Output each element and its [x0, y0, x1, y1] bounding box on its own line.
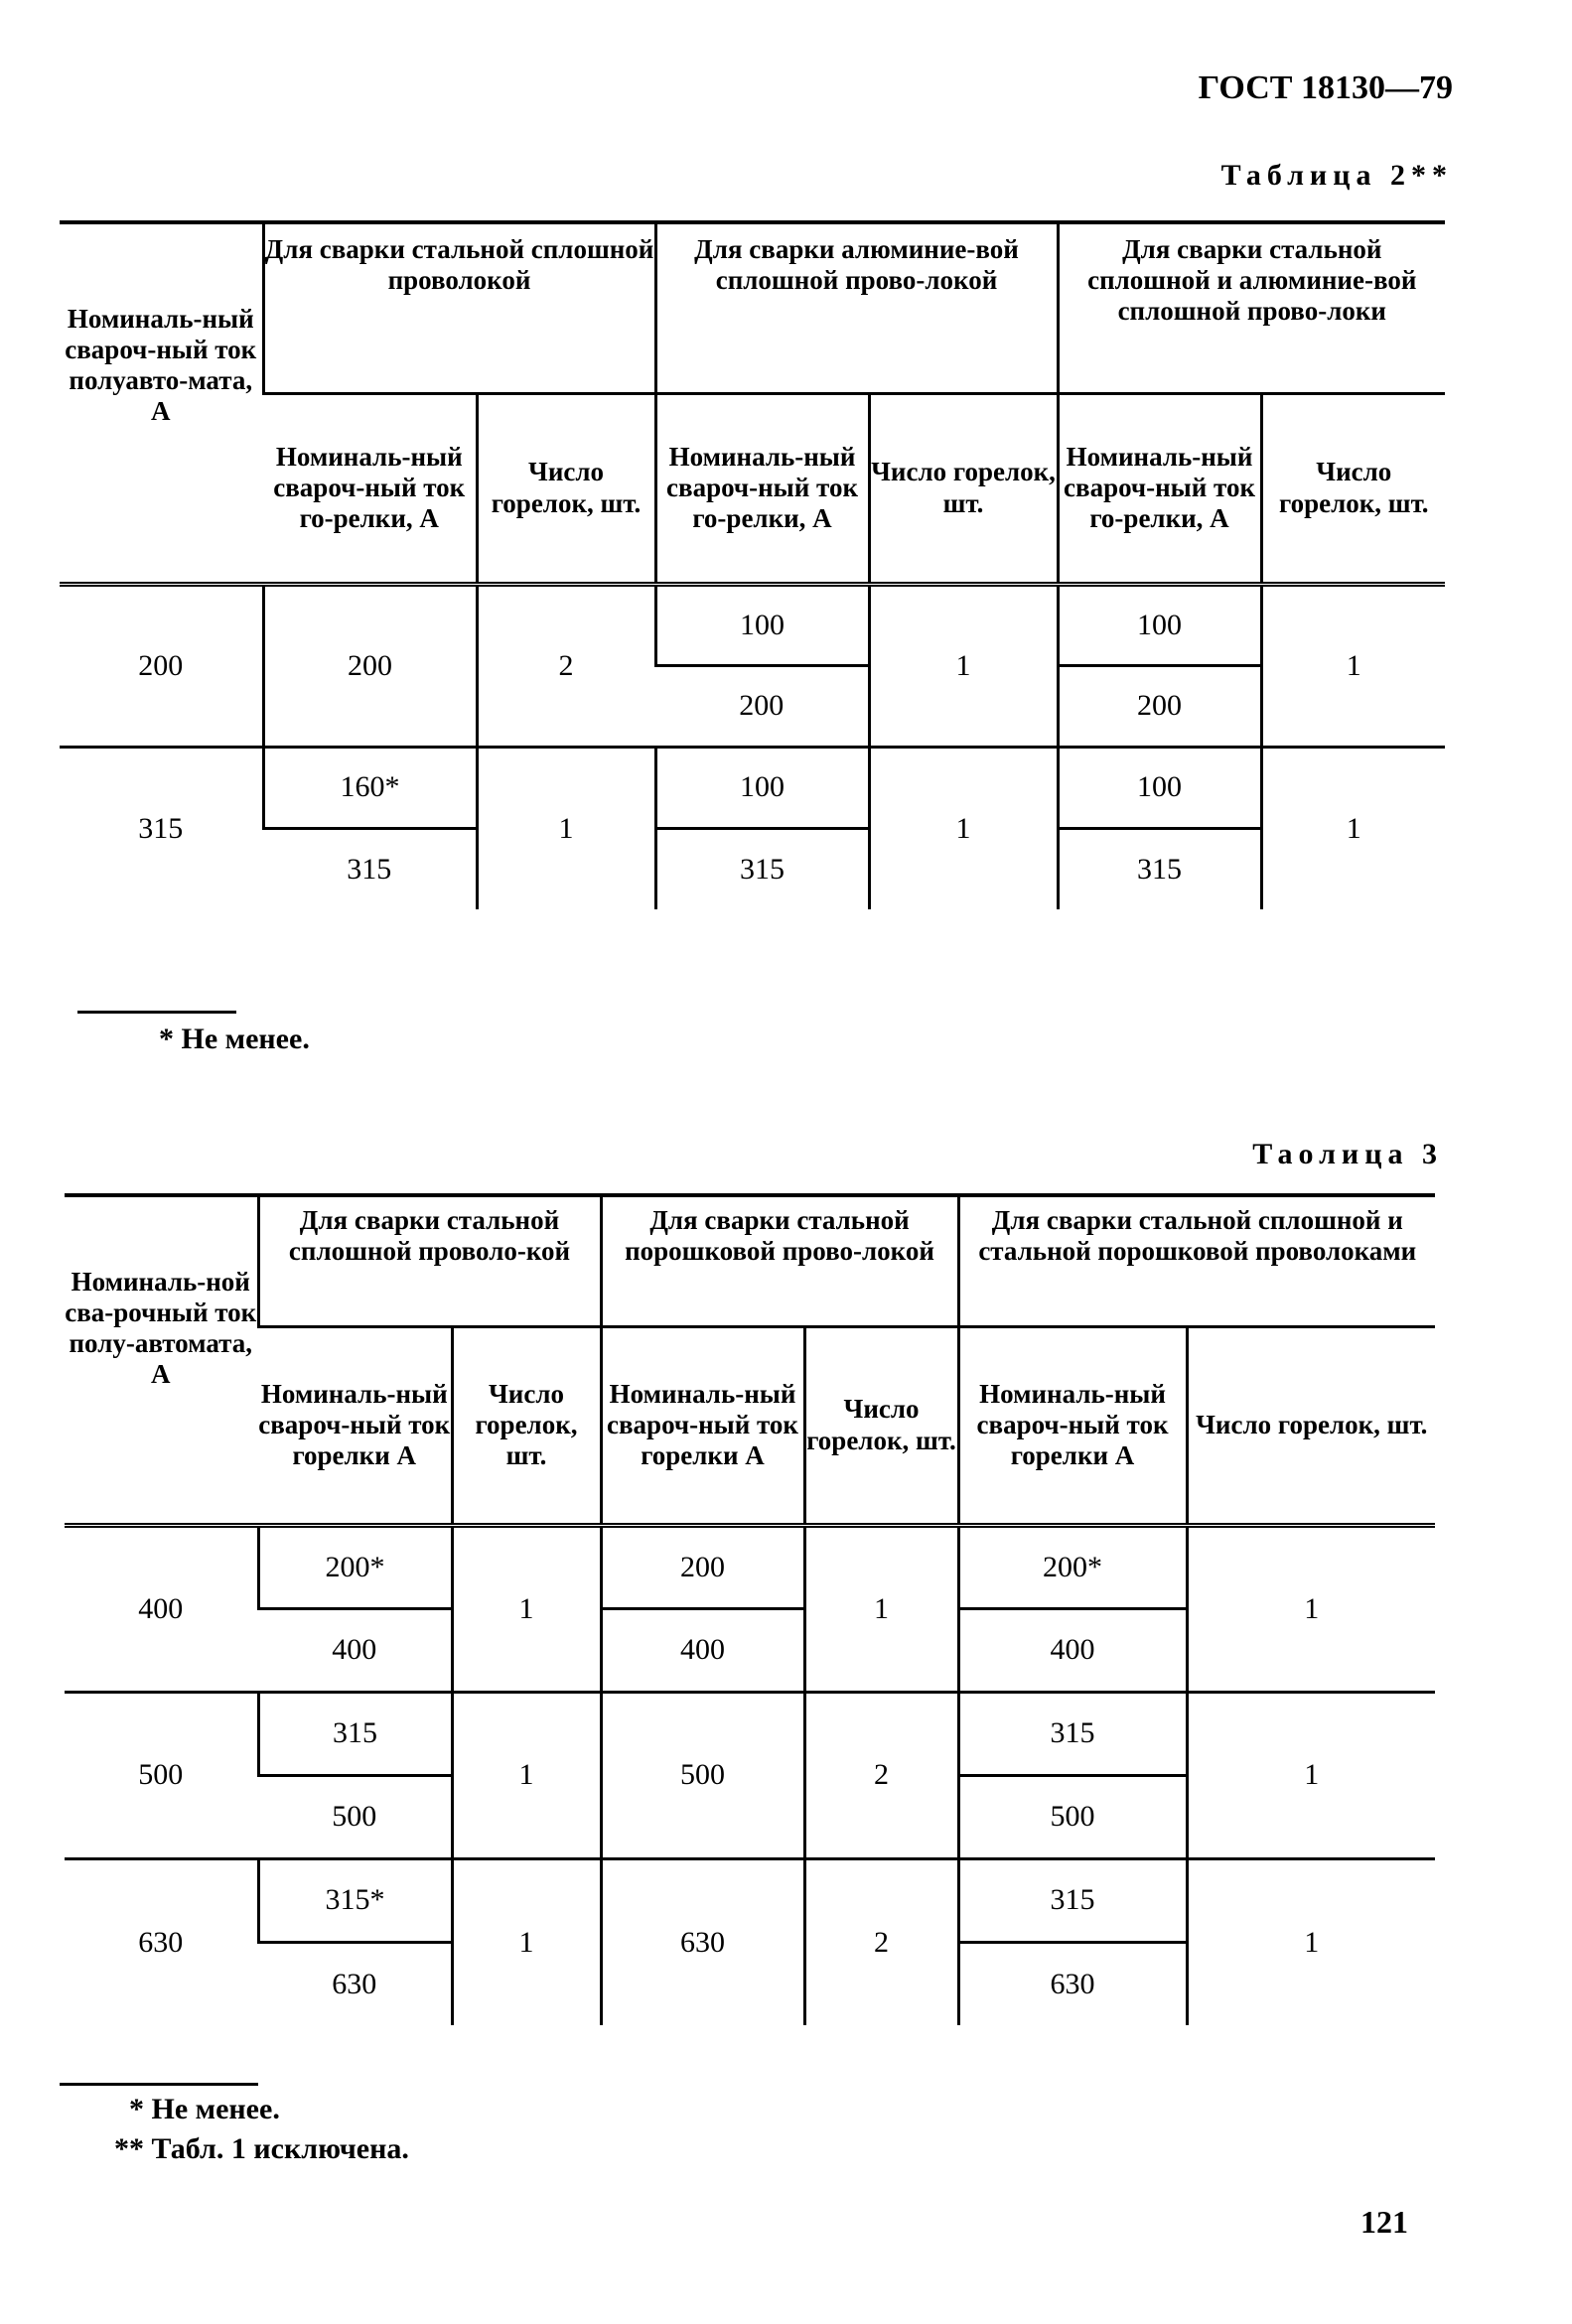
- table3-subheader-count: Число горелок, шт.: [804, 1326, 958, 1525]
- table3-subheader-current: Номиналь-ный свароч-ный ток горелки А: [258, 1326, 452, 1525]
- table3-cell-current-min: 315: [958, 1858, 1187, 1942]
- table2-cell-current-min: 100: [1058, 747, 1261, 828]
- table2-cell-count: 1: [869, 584, 1058, 747]
- table2-cell-current-min: 100: [655, 747, 869, 828]
- table2-cell-count: 1: [1261, 747, 1445, 909]
- table3-cell-current-min: 200*: [958, 1525, 1187, 1608]
- table2-group-header: Для сварки стальной сплошной и алюминие-вой сплошной прово-локи: [1058, 222, 1445, 393]
- table3-cell-current: 630: [601, 1858, 804, 2025]
- table3-cell-count: 1: [1187, 1858, 1435, 2025]
- table3-col-main-header: Номиналь-ной сва-рочный ток полу-автомата, А: [65, 1195, 258, 1525]
- table2-subheader-current: Номиналь-ный свароч-ный ток го-релки, А: [263, 393, 477, 584]
- table2-footnote: * Не менее.: [159, 1023, 310, 1055]
- table2-cell-current: 200: [263, 584, 477, 747]
- table2-cell-count: 1: [869, 747, 1058, 909]
- table3-cell-current-max: 630: [258, 1942, 452, 2025]
- table2-group-header: Для сварки стальной сплошной проволокой: [263, 222, 655, 393]
- table3-footnote: ** Табл. 1 исключена.: [114, 2132, 409, 2165]
- table3-caption: Таолица 3: [1252, 1138, 1443, 1170]
- table2-subheader-current: Номиналь-ный свароч-ный ток го-релки, А: [655, 393, 869, 584]
- table3-cell-count: 2: [804, 1692, 958, 1858]
- table3-cell-count: 1: [1187, 1692, 1435, 1858]
- table3-cell-current-max: 500: [258, 1775, 452, 1858]
- table2-cell-current-max: 200: [655, 665, 869, 747]
- table2-cell-main: 315: [60, 747, 263, 909]
- table2-cell-current-min: 160*: [263, 747, 477, 828]
- table3-cell-main: 400: [65, 1525, 258, 1692]
- table3-cell-current: 500: [601, 1692, 804, 1858]
- table2-subheader-count: Число горелок, шт.: [869, 393, 1058, 584]
- table3-cell-count: 1: [804, 1525, 958, 1692]
- table3-cell-current-min: 200*: [258, 1525, 452, 1608]
- table2-group-header: Для сварки алюминие-вой сплошной прово-локой: [655, 222, 1058, 393]
- table2-cell-current-max: 200: [1058, 665, 1261, 747]
- table2-cell-count: 1: [1261, 584, 1445, 747]
- table3-cell-count: 1: [1187, 1525, 1435, 1692]
- table3-cell-current-max: 400: [958, 1608, 1187, 1692]
- table2-cell-main: 200: [60, 584, 263, 747]
- table3-cell-main: 500: [65, 1692, 258, 1858]
- table3-cell-current-max: 400: [601, 1608, 804, 1692]
- table2-subheader-current: Номиналь-ный свароч-ный ток го-релки, А: [1058, 393, 1261, 584]
- table3-group-header: Для сварки стальной сплошной проволо-кой: [258, 1195, 601, 1326]
- table3-group-header: Для сварки стальной сплошной и стальной порошковой проволоками: [958, 1195, 1435, 1326]
- table2-cell-current-min: 100: [655, 584, 869, 665]
- table3-subheader-current: Номиналь-ный свароч-ный ток горелки А: [958, 1326, 1187, 1525]
- table2-cell-current-max: 315: [263, 828, 477, 909]
- table3: [65, 1193, 1435, 2025]
- table3-cell-count: 1: [452, 1692, 601, 1858]
- table3-subheader-count: Число горелок, шт.: [1187, 1326, 1435, 1525]
- table3-cell-current-min: 315: [958, 1692, 1187, 1775]
- table3-cell-count: 1: [452, 1525, 601, 1692]
- footnote-divider: [77, 1011, 236, 1014]
- table2-subheader-count: Число горелок, шт.: [477, 393, 655, 584]
- table2-cell-current-max: 315: [655, 828, 869, 909]
- table2: [60, 220, 1445, 909]
- table3-cell-current-min: 315*: [258, 1858, 452, 1942]
- table3-cell-current-min: 200: [601, 1525, 804, 1608]
- table2-col-main-header: Номиналь-ный свароч-ный ток полуавто-мата, А: [60, 222, 263, 584]
- table3-cell-current-max: 630: [958, 1942, 1187, 2025]
- table2-cell-current-min: 100: [1058, 584, 1261, 665]
- footnote-divider: [60, 2083, 258, 2086]
- table3-subheader-current: Номиналь-ный свароч-ный ток горелки А: [601, 1326, 804, 1525]
- table3-group-header: Для сварки стальной порошковой прово-локой: [601, 1195, 958, 1326]
- table3-cell-current-min: 315: [258, 1692, 452, 1775]
- table3-cell-count: 2: [804, 1858, 958, 2025]
- table2-cell-current-max: 315: [1058, 828, 1261, 909]
- table2-subheader-count: Число горелок, шт.: [1261, 393, 1445, 584]
- table3-cell-current-max: 500: [958, 1775, 1187, 1858]
- table2-caption: Таблица 2**: [1220, 159, 1453, 192]
- table3-footnote: * Не менее.: [129, 2093, 280, 2125]
- table2-cell-count: 2: [477, 584, 655, 747]
- page-number: 121: [1360, 2204, 1408, 2240]
- table3-cell-main: 630: [65, 1858, 258, 2025]
- table2-cell-count: 1: [477, 747, 655, 909]
- table3-cell-current-max: 400: [258, 1608, 452, 1692]
- table3-subheader-count: Число горелок, шт.: [452, 1326, 601, 1525]
- table3-cell-count: 1: [452, 1858, 601, 2025]
- document-id: ГОСТ 18130—79: [1198, 69, 1453, 106]
